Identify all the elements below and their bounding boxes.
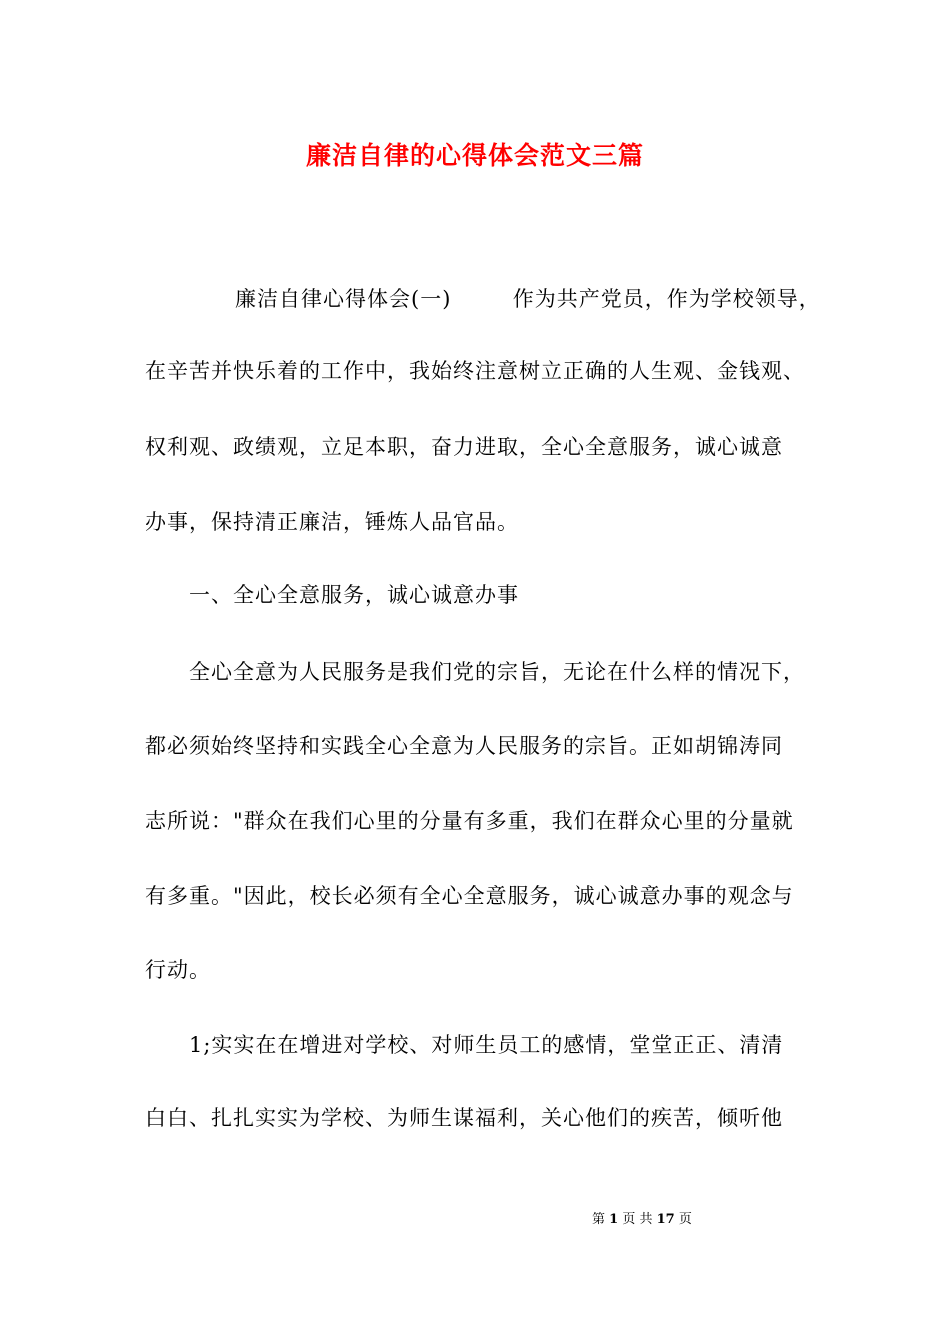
paragraph-line-1: 廉洁自律心得体会(一) 作为共产党员，作为学校领导， <box>235 287 821 311</box>
paragraph-line-11: 白白、扎扎实实为学校、为师生谋福利，关心他们的疾苦，倾听他 <box>145 1106 783 1130</box>
paragraph-line-2: 在辛苦并快乐着的工作中，我始终注意树立正确的人生观、金钱观、 <box>145 359 805 383</box>
section-heading-1: 一、全心全意服务，诚心诚意办事 <box>189 583 519 607</box>
paragraph-line-5: 全心全意为人民服务是我们党的宗旨，无论在什么样的情况下， <box>189 660 805 684</box>
paragraph-line-4: 办事，保持清正廉洁，锤炼人品官品。 <box>145 510 519 534</box>
paragraph-line-6: 都必须始终坚持和实践全心全意为人民服务的宗旨。正如胡锦涛同 <box>145 734 783 758</box>
paragraph-line-9: 行动。 <box>145 958 211 982</box>
paragraph-line-8: 有多重。"因此，校长必须有全心全意服务，诚心诚意办事的观念与 <box>145 884 794 908</box>
current-page-number: 1 <box>609 1212 619 1227</box>
page-footer: 第 1 页 共 17 页 <box>592 1212 692 1227</box>
paragraph-line-7: 志所说："群众在我们心里的分量有多重，我们在群众心里的分量就 <box>145 809 794 833</box>
total-pages-number: 17 <box>656 1212 675 1227</box>
paragraph-line-3: 权利观、政绩观，立足本职，奋力进取，全心全意服务，诚心诚意 <box>145 435 783 459</box>
document-title: 廉洁自律的心得体会范文三篇 <box>305 141 644 170</box>
paragraph-line-10: 1;实实在在增进对学校、对师生员工的感情，堂堂正正、清清 <box>189 1033 784 1057</box>
